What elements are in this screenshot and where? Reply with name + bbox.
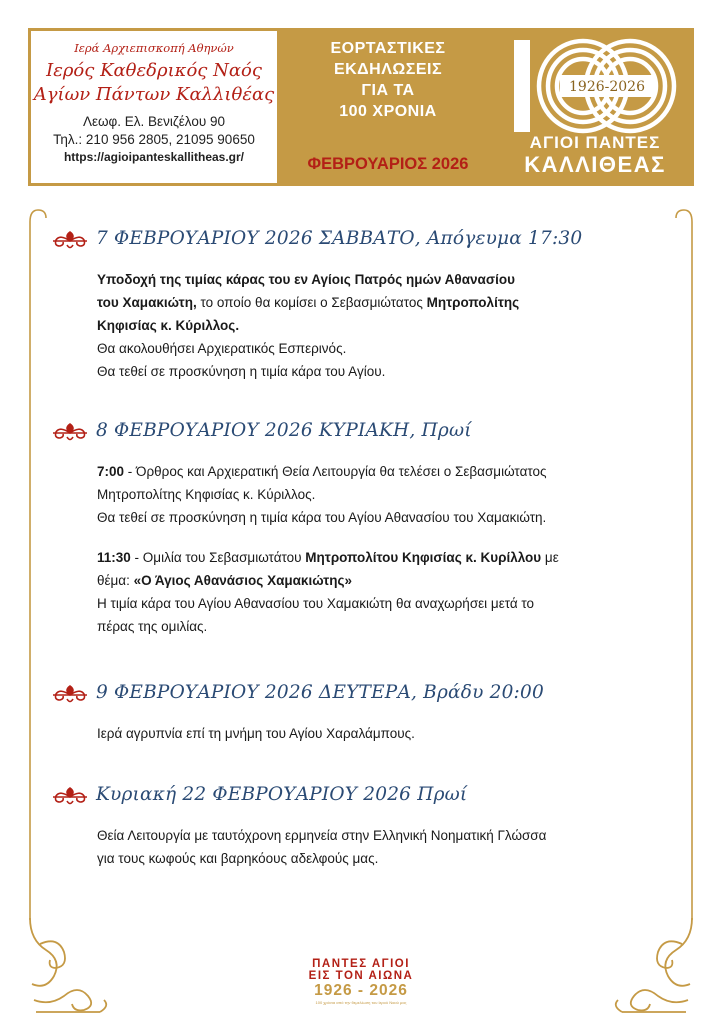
event-text: Θα ακολουθήσει Αρχιερατικός Εσπερινός.	[97, 341, 347, 356]
church-address: Λεωφ. Ελ. Βενιζέλου 90	[82, 114, 226, 129]
celebration-title	[280, 38, 496, 122]
celebration-title-box	[280, 28, 496, 186]
church-name-line2: Αγίων Πάντων Καλλιθέας	[33, 84, 275, 105]
event-description	[97, 722, 660, 745]
event-feb-9	[50, 682, 660, 745]
event-text: πέρας της ομιλίας.	[97, 619, 208, 634]
church-website-link[interactable]: https://agioipanteskallitheas.gr/	[63, 150, 245, 164]
footer-logo	[286, 958, 436, 1006]
event-time: 11:30	[97, 550, 131, 565]
event-text: - Ομιλία του Σεβασμιωτάτου	[130, 550, 306, 565]
celebration-title-line2: ΕΚΔΗΛΩΣΕΙΣ	[333, 61, 443, 78]
event-text: - Όρθρος και Αρχιερατική Θεία Λειτουργία θα τελέσει ο Σεβασμιώτατος	[124, 464, 547, 479]
ornament-icon	[50, 422, 90, 444]
event-text: Θα τεθεί σε προσκύνηση η τιμία κάρα του Αγίου.	[97, 364, 386, 379]
header-banner	[28, 28, 694, 186]
ornament-icon	[50, 230, 90, 252]
event-text: «Ο Άγιος Αθανάσιος Χαμακιώτης»	[133, 573, 353, 588]
month-label: ΦΕΒΡΟΥΑΡΙΟΣ 2026	[307, 155, 469, 173]
logo-text-line2: ΚΑΛΛΙΘΕΑΣ	[524, 152, 666, 177]
archdiocese-label: Ιερά Αρχιεπισκοπή Αθηνών	[74, 41, 234, 55]
celebration-title-line4: 100 ΧΡΟΝΙΑ	[339, 103, 437, 120]
event-text: με	[541, 550, 559, 565]
event-text: του Χαμακιώτη,	[97, 295, 197, 310]
church-name-line1: Ιερός Καθεδρικός Ναός	[46, 60, 262, 81]
event-description	[97, 268, 660, 383]
church-phone: Τηλ.: 210 956 2805, 21095 90650	[53, 132, 255, 147]
celebration-title-line1: ΕΟΡΤΑΣΤΙΚΕΣ	[330, 40, 446, 57]
event-time: 7:00	[97, 464, 125, 479]
event-text: Ιερά αγρυπνία επί τη μνήμη του Αγίου Χαραλάμπους.	[97, 726, 415, 741]
celebration-title-line3: ΓΙΑ ΤΑ	[361, 82, 415, 99]
corner-ornament-left	[30, 918, 106, 1012]
event-text: Κηφισίας κ. Κύριλλος.	[97, 318, 240, 333]
ornament-icon	[50, 786, 90, 808]
event-text: Μητροπολίτου Κηφισίας κ. Κυρίλλου	[305, 550, 542, 565]
event-feb-8	[50, 420, 660, 638]
event-text: για τους κωφούς και βαρηκόους αδελφούς μας.	[97, 851, 379, 866]
event-description	[97, 460, 660, 638]
event-text: Θα τεθεί σε προσκύνηση η τιμία κάρα του Αγίου Αθανασίου του Χαμακιώτη.	[97, 510, 547, 525]
event-description	[97, 824, 660, 870]
footer-line2: ΕΙΣ ΤΟΝ ΑΙΩΝΑ	[308, 970, 414, 982]
logo-text-line1: ΑΓΙΟΙ ΠΑΝΤΕΣ	[529, 133, 661, 152]
event-title: 7 ΦΕΒΡΟΥΑΡΙΟΥ 2026 ΣΑΒΒΑΤΟ, Απόγευμα 17:30	[96, 228, 583, 249]
event-text: Η τιμία κάρα του Αγίου Αθανασίου του Χαμακιώτη θα αναχωρήσει μετά το	[97, 596, 535, 611]
event-title: 9 ΦΕΒΡΟΥΑΡΙΟΥ 2026 ΔΕΥΤΕΡΑ, Βράδυ 20:00	[96, 682, 544, 703]
event-text: Μητροπολίτης Κηφισίας κ. Κύριλλος.	[97, 487, 316, 502]
corner-ornament-right	[616, 918, 692, 1012]
event-feb-7	[50, 228, 660, 383]
event-feb-22	[50, 784, 660, 870]
event-text: Μητροπολίτης	[426, 295, 520, 310]
footer-years: 1926 - 2026	[314, 982, 408, 999]
event-text: θέμα:	[97, 573, 134, 588]
event-title: 8 ΦΕΒΡΟΥΑΡΙΟΥ 2026 ΚΥΡΙΑΚΗ, Πρωί	[96, 420, 472, 441]
logo-years-text: 1926-2026	[569, 79, 645, 95]
event-text: το οποίο θα κομίσει ο Σεβασμιώτατος	[196, 295, 427, 310]
centenary-logo	[496, 28, 694, 186]
centenary-100-icon	[508, 36, 682, 136]
event-text: Υποδοχή της τιμίας κάρας του εν Αγίοις Πατρός ημών Αθανασίου	[97, 272, 515, 287]
event-text: Θεία Λειτουργία με ταυτόχρονη ερμηνεία στην Ελληνική Νοηματική Γλώσσα	[97, 828, 547, 843]
footer-line1: ΠΑΝΤΕΣ ΑΓΙΟΙ	[312, 958, 410, 970]
church-info-box	[28, 28, 280, 186]
footer-tagline: 100 χρόνια από την θεμελίωση του Ιερού Ναού μας	[315, 1000, 407, 1005]
event-title: Κυριακή 22 ΦΕΒΡΟΥΑΡΙΟΥ 2026 Πρωί	[96, 784, 468, 805]
ornament-icon	[50, 684, 90, 706]
